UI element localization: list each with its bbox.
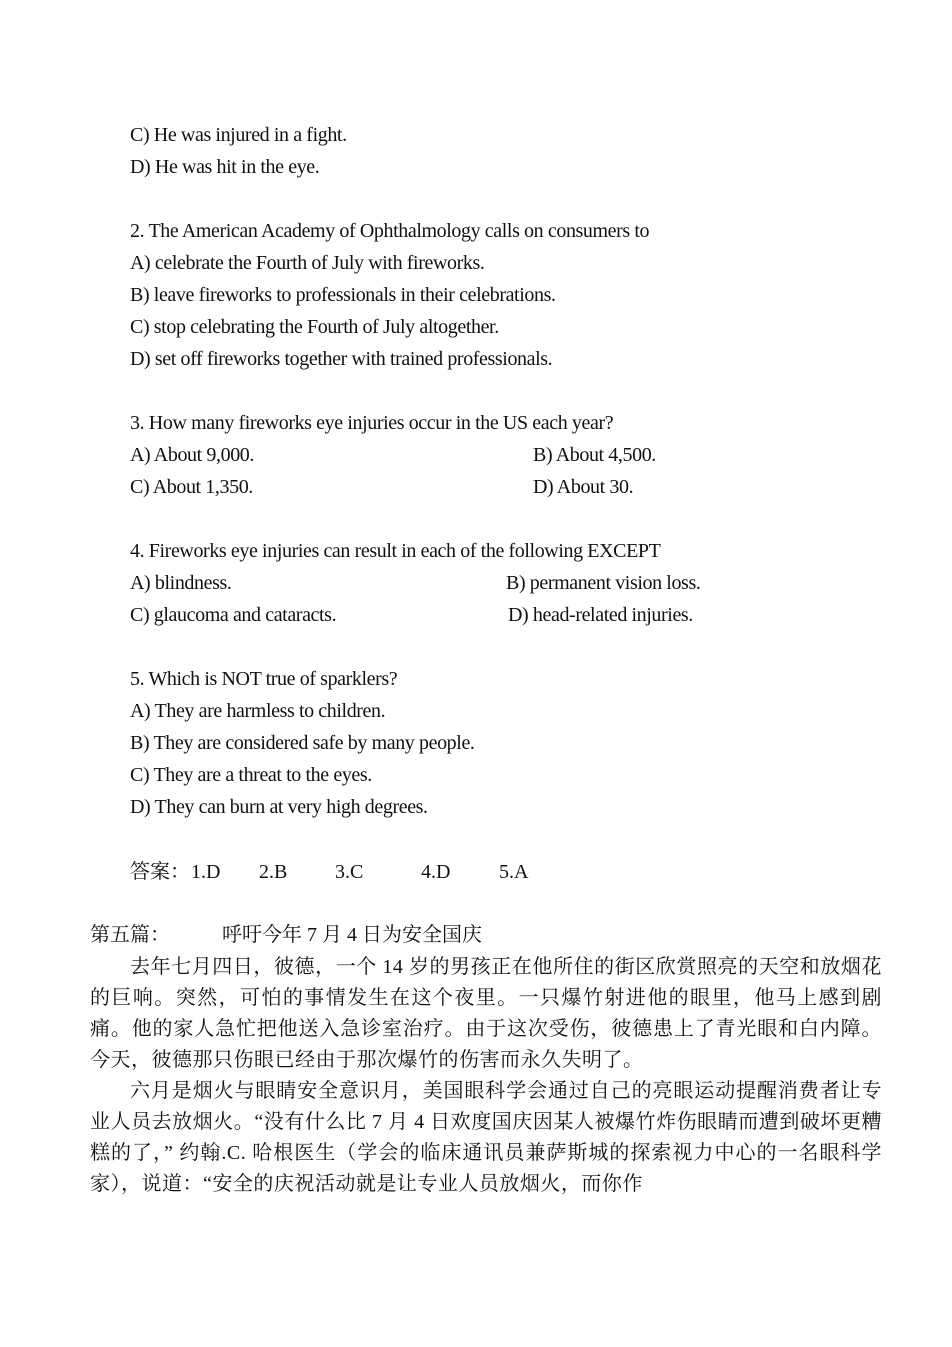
q3-option-a: A) About 9,000. <box>130 444 255 466</box>
q5-option-a: A) They are harmless to children. <box>130 700 386 722</box>
q5-stem: 5. Which is NOT true of sparklers? <box>130 668 398 690</box>
q3-option-b: B) About 4,500. <box>533 444 656 466</box>
q2-option-a: A) celebrate the Fourth of July with fireworks. <box>130 252 485 274</box>
q3-option-d: D) About 30. <box>533 476 634 498</box>
answer-item: 3.C <box>335 861 364 883</box>
q1-option-d: D) He was hit in the eye. <box>130 156 320 178</box>
q5-option-b: B) They are considered safe by many people. <box>130 732 475 754</box>
q2-stem: 2. The American Academy of Ophthalmology calls on consumers to <box>130 220 650 242</box>
q5-option-c: C) They are a threat to the eyes. <box>130 764 372 786</box>
q1-option-c: C) He was injured in a fight. <box>130 124 347 146</box>
answer-item: 4.D <box>421 861 451 883</box>
answer-item: 2.B <box>259 861 288 883</box>
q2-option-d: D) set off fireworks together with trained professionals. <box>130 348 553 370</box>
q4-option-c: C) glaucoma and cataracts. <box>130 604 337 626</box>
section-heading <box>90 922 482 948</box>
answer-item: 1.D <box>191 861 221 883</box>
q3-stem: 3. How many fireworks eye injuries occur in the US each year? <box>130 412 614 434</box>
q4-option-b: B) permanent vision loss. <box>506 572 701 594</box>
q2-option-c: C) stop celebrating the Fourth of July altogether. <box>130 316 499 338</box>
q4-option-a: A) blindness. <box>130 572 232 594</box>
section-label: 第五篇： <box>90 924 170 946</box>
answer-key <box>130 860 528 884</box>
q4-stem: 4. Fireworks eye injuries can result in each of the following EXCEPT <box>130 540 661 562</box>
q4-option-d: D) head-related injuries. <box>508 604 693 626</box>
paragraph-1: 去年七月四日，彼德，一个 14 岁的男孩正在他所住的街区欣赏照亮的天空和放烟花的巨响。突然，可怕的事情发生在这个夜里。一只爆竹射进他的眼里，他马上感到剧痛。他的家人急忙把他送入急诊室治疗。由于这次受伤，彼德患上了青光眼和白内障。今天，彼德那只伤眼已经由于那次爆竹的伤害而永久失明了。 <box>90 956 882 1071</box>
q5-option-d: D) They can burn at very high degrees. <box>130 796 428 818</box>
answer-item: 5.A <box>499 861 529 883</box>
q3-option-c: C) About 1,350. <box>130 476 253 498</box>
q2-option-b: B) leave fireworks to professionals in their celebrations. <box>130 284 556 306</box>
answer-label: 答案： <box>130 861 190 883</box>
section-title: 呼吁今年 7 月 4 日为安全国庆 <box>222 924 482 946</box>
paragraph-2: 六月是烟火与眼睛安全意识月，美国眼科学会通过自己的亮眼运动提醒消费者让专业人员去放烟火。“没有什么比 7 月 4 日欢度国庆因某人被爆竹炸伤眼睛而遭到破坏更糟糕的了，” 约翰.C. 哈根医生（学会的临床通讯员兼萨斯城的探索视力中心的一名眼科学家），说道：“安全的庆祝活动就是让专业人员放烟火，而你作 <box>90 1080 882 1195</box>
